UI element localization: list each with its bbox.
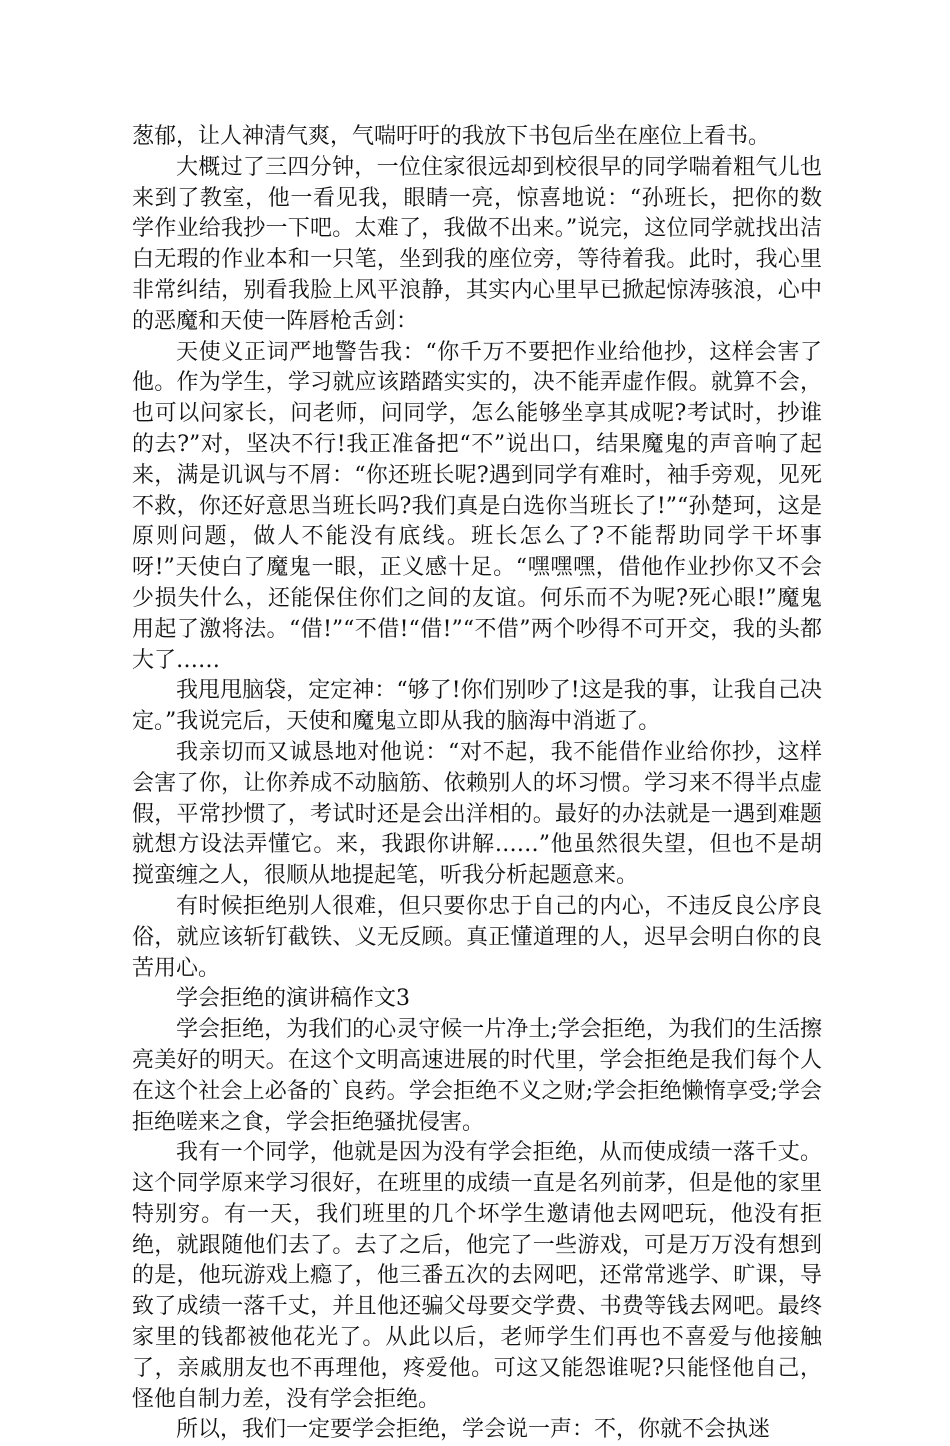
paragraph-classmate-story: 我有一个同学，他就是因为没有学会拒绝，从而使成绩一落千丈。这个同学原来学习很好，在班里的成绩一直是名列前茅，但是他的家里特别穷。有一天，我们班里的几个坏学生邀请他去网吧玩，他没有拒绝，就跟随他们去了。去了之后，他完了一些游戏，可是万万没有想到的是，他玩游戏上瘾了，他三番五次的去网吧，还常常逃学、旷课，导致了成绩一落千丈，并且他还骗父母要交学费、书费等钱去网吧。最终家里的钱都被他花光了。从此以后，老师学生们再也不喜爱与他接触了，亲戚朋友也不再理他，疼爱他。可这又能怨谁呢?只能怪他自己，怪他自制力差，没有学会拒绝。 [132, 1140, 822, 1412]
paragraph-continuation: 葱郁，让人神清气爽，气喘吁吁的我放下书包后坐在座位上看书。 [132, 124, 771, 149]
paragraph-refusal: 我亲切而又诚恳地对他说：“对不起，我不能借作业给你抄，这样会害了你，让你养成不动脑筋、依赖别人的坏习惯。学习来不得半点虚假，平常抄惯了，考试时还是会出洋相的。最好的办法就是一遇到难题就想方设法弄懂它。来，我跟你讲解……”他虽然很失望，但也不是胡搅蛮缠之人，很顺从地提起笔，听我分析起题意来。 [132, 739, 822, 889]
paragraph-classmate-arrives: 大概过了三四分钟，一位住家很远却到校很早的同学喘着粗气儿也来到了教室，他一看见我，眼睛一亮，惊喜地说：“孙班长，把你的数学作业给我抄一下吧。太难了，我做不出来。”说完，这位同学就找出洁白无瑕的作业本和一只笔，坐到我的座位旁，等待着我。此时，我心里非常纠结，别看我脸上风平浪静，其实内心里早已掀起惊涛骇浪，心中的恶魔和天使一阵唇枪舌剑： [132, 154, 822, 334]
document-body [132, 122, 822, 1446]
paragraph-conclusion: 有时候拒绝别人很难，但只要你忠于自己的内心，不违反良公序良俗，就应该斩钉截铁、义无反顾。真正懂道理的人，迟早会明白你的良苦用心。 [132, 893, 822, 981]
paragraph-final: 所以，我们一定要学会拒绝，学会说一声：不，你就不会执迷 [176, 1417, 771, 1443]
paragraph-decision: 我甩甩脑袋，定定神：“够了!你们别吵了!这是我的事，让我自己决定。”我说完后，天使和魔鬼立即从我的脑海中消逝了。 [132, 678, 822, 735]
paragraph-learn-to-refuse: 学会拒绝，为我们的心灵守候一片净土;学会拒绝，为我们的生活擦亮美好的明天。在这个文明高速进展的时代里，学会拒绝是我们每个人在这个社会上必备的`良药。学会拒绝不义之财;学会拒绝懒惰享受;学会拒绝嗟来之食，学会拒绝骚扰侵害。 [132, 1017, 822, 1135]
paragraph-angel-and-devil: 天使义正词严地警告我：“你千万不要把作业给他抄，这样会害了他。作为学生，学习就应该踏踏实实的，决不能弄虚作假。就算不会，也可以问家长，问老师，问同学，怎么能够坐享其成呢?考试时，抄谁的去?”对，坚决不行!我正准备把“不”说出口，结果魔鬼的声音响了起来，满是讥讽与不屑：“你还班长呢?遇到同学有难时，袖手旁观，见死不救，你还好意思当班长吗?我们真是白选你当班长了!”“孙楚珂，这是原则问题，做人不能没有底线。班长怎么了?不能帮助同学干坏事呀!”天使白了魔鬼一眼，正义感十足。“嘿嘿嘿，借他作业抄你又不会少损失什么，还能保住你们之间的友谊。何乐而不为呢?死心眼!”魔鬼用起了激将法。“借!”“不借!“借!”“不借”两个吵得不可开交，我的头都大了…… [132, 339, 822, 673]
section-heading: 学会拒绝的演讲稿作文3 [176, 986, 410, 1012]
